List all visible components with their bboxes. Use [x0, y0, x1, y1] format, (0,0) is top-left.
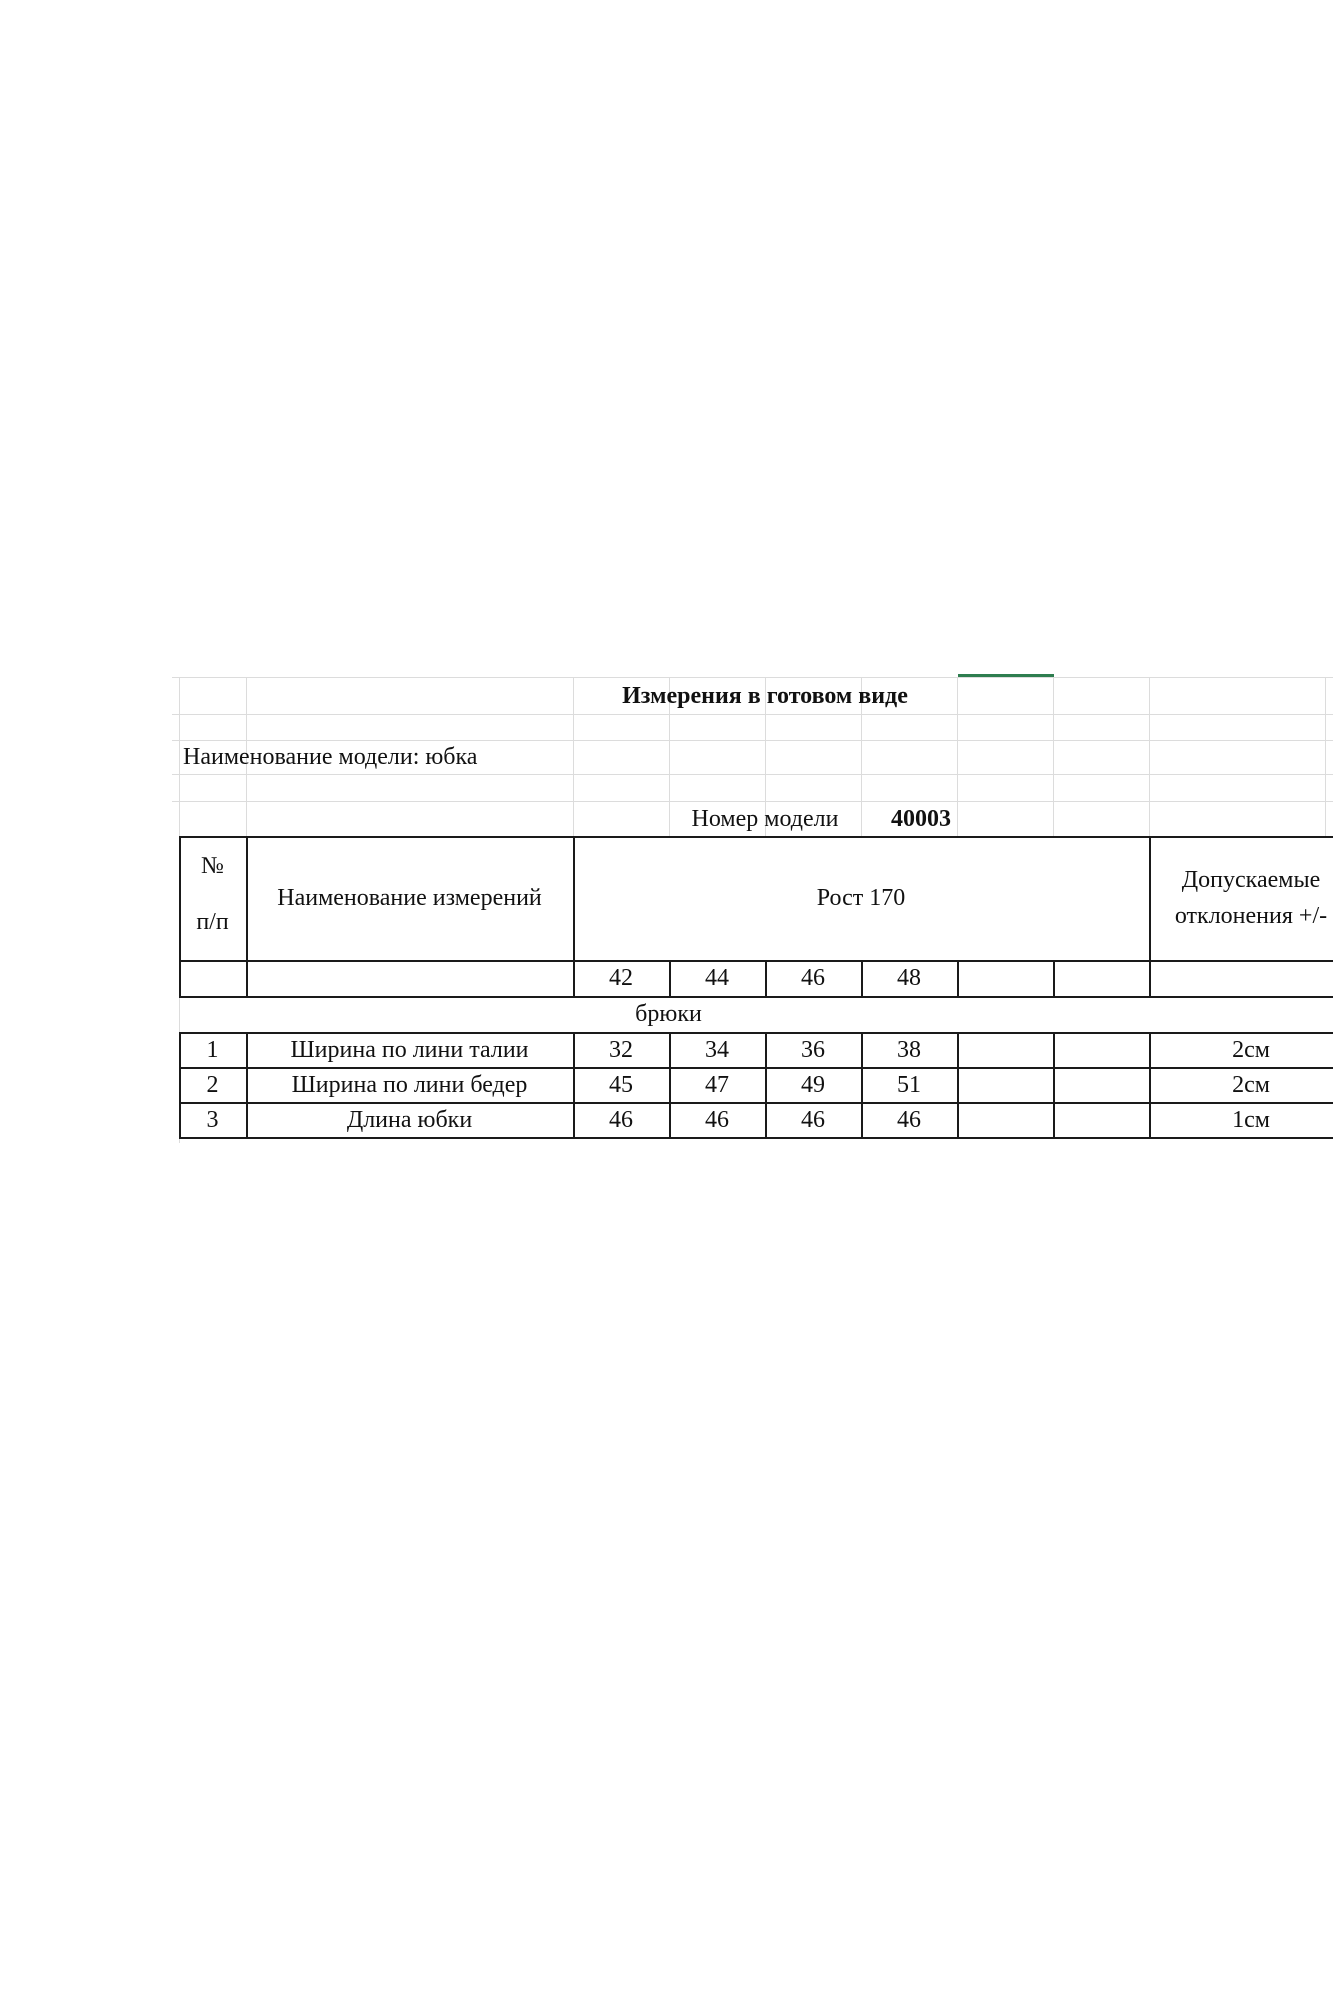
header-tolerance-line2: отклонения +/-: [1174, 903, 1328, 929]
row-value[interactable]: 34: [705, 1036, 729, 1063]
row-measure-name[interactable]: Ширина по лини бедер: [291, 1071, 528, 1098]
row-measure-name[interactable]: Длина юбки: [346, 1106, 473, 1133]
table-border: [179, 1137, 1333, 1139]
table-border: [957, 960, 959, 996]
table-border: [861, 1032, 863, 1139]
row-number[interactable]: 3: [206, 1106, 219, 1133]
table-border: [179, 1067, 1333, 1069]
table-border: [1053, 960, 1055, 996]
model-name-line[interactable]: Наименование модели: юбка: [183, 744, 478, 770]
table-border: [246, 1032, 248, 1139]
table-border: [1149, 1032, 1151, 1139]
model-number-label[interactable]: Номер модели: [691, 805, 839, 832]
table-border: [573, 836, 575, 996]
row-value[interactable]: 47: [705, 1071, 729, 1098]
header-measure-name[interactable]: Наименование измерений: [277, 885, 542, 911]
section-label[interactable]: брюки: [635, 1001, 702, 1027]
gridline: [1325, 677, 1326, 836]
size-cell[interactable]: 44: [705, 965, 729, 991]
table-border: [669, 1032, 671, 1139]
table-border: [179, 1032, 181, 1139]
table-border: [669, 960, 671, 996]
table-border: [861, 960, 863, 996]
row-value[interactable]: 51: [897, 1071, 921, 1098]
table-border: [246, 836, 248, 996]
sheet-title[interactable]: Измерения в готовом виде: [622, 682, 908, 709]
size-cell[interactable]: 48: [897, 965, 921, 991]
row-tolerance[interactable]: 2см: [1232, 1036, 1270, 1063]
row-tolerance[interactable]: 2см: [1232, 1071, 1270, 1098]
header-number-sub[interactable]: п/п: [196, 909, 229, 935]
row-tolerance[interactable]: 1см: [1232, 1106, 1270, 1133]
table-border: [765, 960, 767, 996]
gridline: [1053, 677, 1054, 836]
gridline: [172, 714, 1333, 715]
table-border: [179, 1102, 1333, 1104]
row-measure-name[interactable]: Ширина по лини талии: [290, 1036, 529, 1063]
table-border: [957, 1032, 959, 1139]
gridline: [1149, 677, 1150, 836]
table-border: [765, 1032, 767, 1139]
row-value[interactable]: 45: [609, 1071, 633, 1098]
model-number[interactable]: 40003: [891, 805, 951, 832]
table-border: [179, 836, 181, 996]
table-border: [573, 1032, 575, 1139]
row-value[interactable]: 36: [801, 1036, 825, 1063]
row-value[interactable]: 46: [609, 1106, 633, 1133]
header-tolerance[interactable]: [1149, 836, 1333, 960]
table-border: [179, 836, 1333, 838]
selected-column-marker: [958, 674, 1054, 677]
spreadsheet: [172, 674, 1333, 1144]
gridline: [172, 774, 1333, 775]
size-cell[interactable]: 46: [801, 965, 825, 991]
table-border: [179, 960, 1333, 962]
table-border: [1149, 836, 1151, 996]
header-height[interactable]: Рост 170: [816, 885, 906, 911]
header-tolerance-line1: Допускаемые: [1181, 867, 1321, 893]
table-border: [179, 996, 1333, 998]
table-border: [179, 1032, 1333, 1034]
row-number[interactable]: 2: [206, 1071, 219, 1098]
row-value[interactable]: 32: [609, 1036, 633, 1063]
row-value[interactable]: 46: [801, 1106, 825, 1133]
row-value[interactable]: 46: [897, 1106, 921, 1133]
row-value[interactable]: 38: [897, 1036, 921, 1063]
table-border: [1053, 1032, 1055, 1139]
size-cell[interactable]: 42: [609, 965, 633, 991]
row-value[interactable]: 49: [801, 1071, 825, 1098]
row-number[interactable]: 1: [206, 1036, 219, 1063]
row-value[interactable]: 46: [705, 1106, 729, 1133]
header-number-symbol[interactable]: №: [201, 853, 224, 879]
